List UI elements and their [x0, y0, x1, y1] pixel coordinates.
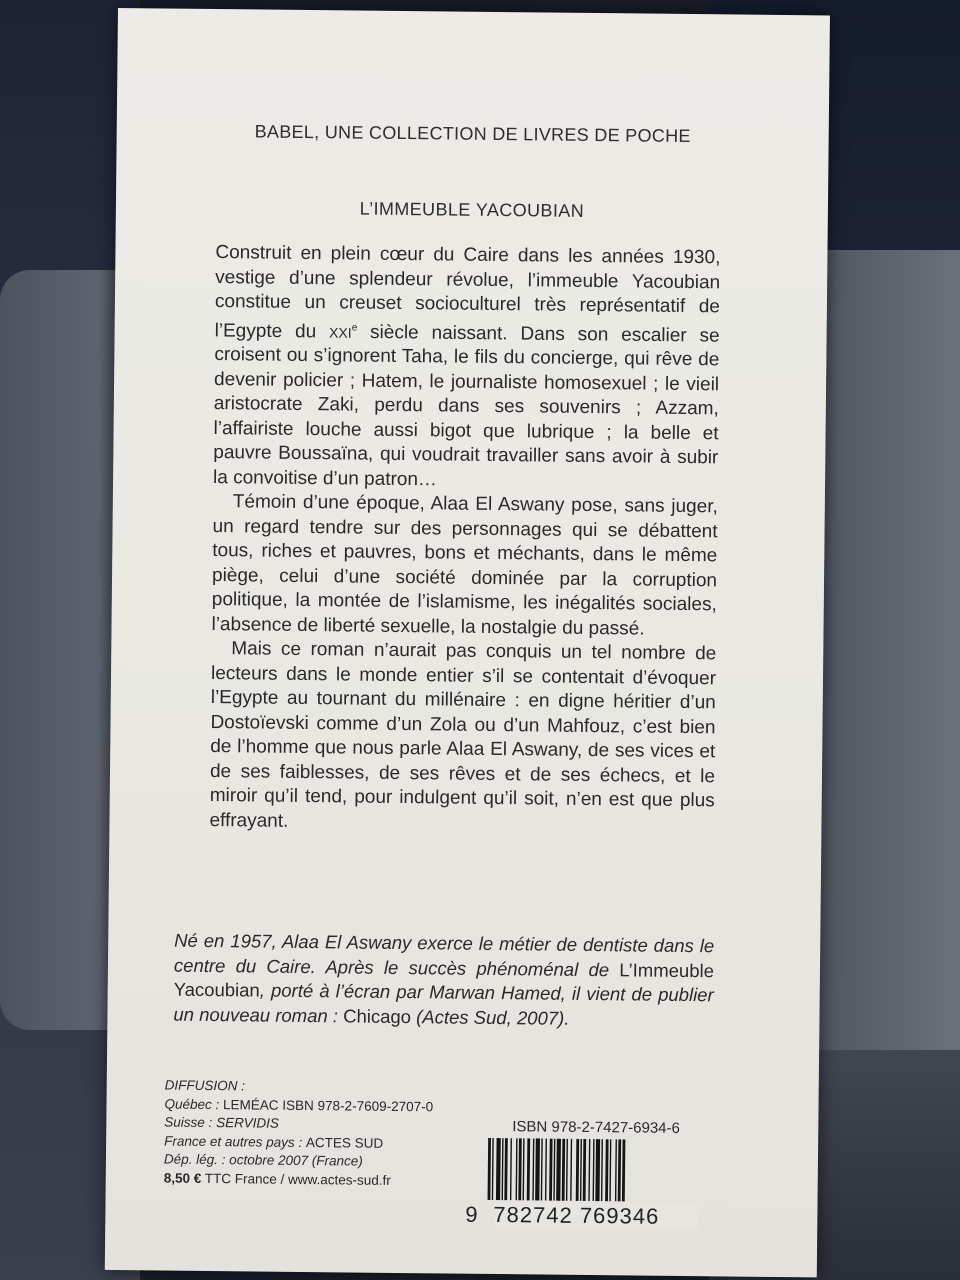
book-reference: L’Immeuble Yacoubian	[173, 958, 715, 1001]
synopsis-paragraph-2: Témoin d’une époque, Alaa El Aswany pose, sans juger, un regard tendre sur des personnages qui se débattent tous, riches et pauvres, bons et méchants, dans le même piège, celui d’une société dominée par la corruption politique, la montée de l’islamisme, les inégalités sociales, l’absence de liberté sexuelle, la nostalgie du passé.	[211, 491, 718, 640]
century-superscript: e	[351, 321, 358, 334]
barcode-lead-digit: 9	[465, 1201, 478, 1227]
diffusion-block	[164, 1077, 485, 1191]
diffusion-suisse: Suisse : SERVIDIS	[164, 1114, 279, 1131]
book-back-cover	[105, 8, 830, 1277]
synopsis-paragraph-3: Mais ce roman n’aurait pas conquis un tel nombre de lecteurs dans le monde entier s’il se contentait d’évoquer l’Egypte au tournant du millénaire : en digne héritier d’un Dostoïevski comme d’un Zola ou d’un Mahfouz, c’est bien de l’homme que nous parle Alaa El Aswany, de ses vices et de ses faiblesses, de ses rêves et de ses échecs, et le miroir qu’il tend, pour indulgent qu’il soit, n’en est que plus effrayant.	[209, 638, 717, 832]
diffusion-quebec: Québec : LEMÉAC ISBN 978-2-7609-2707-0	[164, 1096, 434, 1114]
diffusion-france: France et autres pays : ACTES SUD	[164, 1133, 384, 1151]
legal-deposit: Dép. lég. : octobre 2007 (France)	[163, 1151, 363, 1169]
collection-line: BABEL, UNE COLLECTION DE LIVRES DE POCHE	[254, 121, 691, 147]
new-book-title: Chicago	[343, 1004, 412, 1027]
book-title: L’IMMEUBLE YACOUBIAN	[359, 198, 585, 221]
synopsis-paragraph-1: Construit en plein cœur du Caire dans les années 1930, vestige d’une splendeur révolue, l’immeuble Yacoubian constitue un creuset socioculturel très représentatif de l’Egypte du XXIe siècle naissant. Dans son escalier se croisent ou s’ignorent Taha, le fils du concierge, qui rêve de devenir policier ; Hatem, le journaliste homosexuel ; le vieil aristocrate Zaki, perdu dans ses souvenirs ; Azzam, l’affairiste louche aussi bigot que lubrique ; la belle et pauvre Boussaïna, qui voudrait travailler sans avoir à subir la convoitise d’un patron…	[212, 242, 721, 491]
price-line: 8,50 € TTC France / www.actes-sud.fr	[163, 1170, 391, 1188]
author-bio: Né en 1957, Alaa El Aswany exerce le métier de dentiste dans le centre du Caire. Après le succès phénoménal de L’Immeuble Yacoubian, porté à l’écran par Marwan Hamed, il vient de publier un nouveau roman : Chicago (Actes Sud, 2007).	[173, 929, 715, 1029]
isbn: ISBN 978-2-7427-6934-6	[512, 1118, 680, 1137]
price: 8,50 €	[163, 1170, 202, 1186]
barcode-digits: 782742 769346	[493, 1202, 698, 1230]
synopsis	[209, 241, 720, 839]
diffusion-heading: DIFFUSION :	[164, 1077, 246, 1094]
century-numeral: XXI	[329, 324, 352, 341]
